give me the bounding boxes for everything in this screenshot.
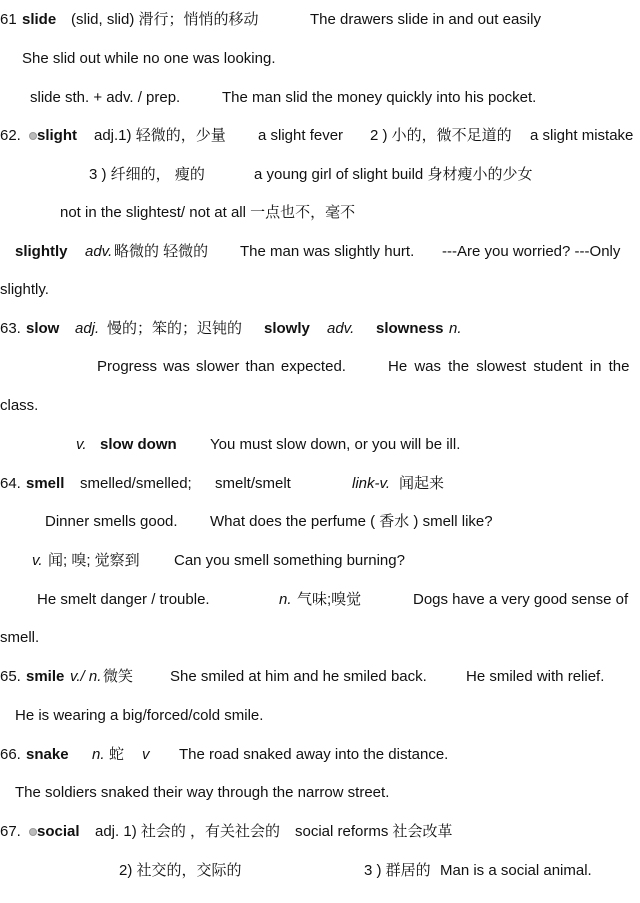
headword: slowly xyxy=(264,320,310,337)
entry-61-line xyxy=(0,10,640,30)
example: The man slid the money quickly into his pocket. xyxy=(222,89,537,106)
text-line xyxy=(0,49,640,69)
example: He smelt danger / trouble. xyxy=(37,591,210,608)
entry-65-line xyxy=(0,667,640,687)
usage: slide sth. + adv. / prep. xyxy=(30,89,181,106)
definition: 气味;嗅觉 xyxy=(297,591,362,608)
text-line xyxy=(0,706,640,726)
example: a slight mistake xyxy=(530,127,634,144)
example: The drawers slide in and out easily xyxy=(310,11,541,28)
headword: smile xyxy=(26,668,65,685)
headword: slight xyxy=(37,127,77,144)
headword: snake xyxy=(26,746,69,763)
part-of-speech: v. xyxy=(76,436,87,453)
entry-number: 61 xyxy=(0,11,17,28)
entry-number: 67. xyxy=(0,823,21,840)
example: He is wearing a big/forced/cold smile. xyxy=(15,707,264,724)
entry-63-line xyxy=(0,319,640,339)
part-of-speech: v xyxy=(142,746,150,763)
definition: 慢的；笨的；迟钝的 xyxy=(107,320,243,337)
bullet-icon xyxy=(29,132,37,140)
definition: 闻起来 xyxy=(399,475,445,492)
example: a young girl of slight build 身材瘦小的少女 xyxy=(254,166,533,183)
example: a slight fever xyxy=(258,127,344,144)
example: slightly. xyxy=(0,281,49,298)
entry-number: 63. xyxy=(0,320,21,337)
example: The soldiers snaked their way through the narrow street. xyxy=(15,784,390,801)
part-of-speech: n. xyxy=(279,591,292,608)
example: He smiled with relief. xyxy=(466,668,605,685)
text-line xyxy=(0,435,640,455)
definition: 3 ) 群居的 xyxy=(364,862,431,879)
entry-number: 64. xyxy=(0,475,21,492)
text-line xyxy=(0,242,640,262)
definition: adj.1) 轻微的，少量 xyxy=(94,127,226,144)
text-line xyxy=(0,396,640,416)
part-of-speech: v./ n. xyxy=(70,668,102,685)
example: You must slow down, or you will be ill. xyxy=(210,436,461,453)
text-line xyxy=(0,590,640,610)
forms: smelt/smelt xyxy=(215,475,291,492)
text-line xyxy=(0,203,640,223)
example: What does the perfume ( 香水 ) smell like? xyxy=(210,513,493,530)
example: Dogs have a very good sense of xyxy=(413,591,629,608)
headword: slide xyxy=(22,11,57,28)
text-line xyxy=(0,165,640,185)
entry-64-line xyxy=(0,474,640,494)
example: She slid out while no one was looking. xyxy=(22,50,276,67)
phrase: slow down xyxy=(100,436,177,453)
text-line xyxy=(0,628,640,648)
entry-number: 65. xyxy=(0,668,21,685)
example: class. xyxy=(0,397,39,414)
example: social reforms 社会改革 xyxy=(295,823,453,840)
example: smell. xyxy=(0,629,40,646)
definition: 3 ) 纤细的， 瘦的 xyxy=(89,166,205,183)
text-line xyxy=(0,280,640,300)
example: He was the slowest student in the xyxy=(388,358,630,375)
example: The road snaked away into the distance. xyxy=(179,746,449,763)
example: ---Are you worried? ---Only xyxy=(442,243,621,260)
part-of-speech: adv. xyxy=(327,320,355,337)
definition: 2 ) 小的，微不足道的 xyxy=(370,127,512,144)
part-of-speech: n. xyxy=(92,746,105,763)
definition: (slid, slid) 滑行；悄悄的移动 xyxy=(71,11,259,28)
text-line xyxy=(0,551,640,571)
entry-number: 62. xyxy=(0,127,21,144)
example: Progress was slower than expected. xyxy=(97,358,346,375)
entry-number: 66. xyxy=(0,746,21,763)
part-of-speech: adv. xyxy=(85,243,113,260)
phrase: not in the slightest/ not at all 一点也不，毫不 xyxy=(60,204,356,221)
text-line xyxy=(0,861,640,881)
text-line xyxy=(0,88,640,108)
part-of-speech: n. xyxy=(449,320,462,337)
headword: slow xyxy=(26,320,60,337)
definition: 2) 社交的，交际的 xyxy=(119,862,242,879)
headword: slowness xyxy=(376,320,444,337)
definition: 闻; 嗅; 觉察到 xyxy=(48,552,140,569)
headword: social xyxy=(37,823,80,840)
definition: adj. 1) 社会的 ，有关社会的 xyxy=(95,823,281,840)
definition: 蛇 xyxy=(109,746,125,763)
definition: 微笑 xyxy=(103,668,134,685)
text-line xyxy=(0,512,640,532)
text-line xyxy=(0,357,640,377)
example: Dinner smells good. xyxy=(45,513,178,530)
example: The man was slightly hurt. xyxy=(240,243,415,260)
bullet-icon xyxy=(29,828,37,836)
part-of-speech: v. xyxy=(32,552,43,569)
part-of-speech: adj. xyxy=(75,320,100,337)
forms: smelled/smelled; xyxy=(80,475,192,492)
example: Man is a social animal. xyxy=(440,862,592,879)
entry-67-line xyxy=(0,822,640,842)
entry-66-line xyxy=(0,745,640,765)
example: She smiled at him and he smiled back. xyxy=(170,668,427,685)
headword: slightly xyxy=(15,243,68,260)
headword: smell xyxy=(26,475,65,492)
example: Can you smell something burning? xyxy=(174,552,405,569)
definition: 略微的 轻微的 xyxy=(114,243,209,260)
text-line xyxy=(0,783,640,803)
entry-62-line xyxy=(0,126,640,146)
part-of-speech: link-v. xyxy=(352,475,391,492)
